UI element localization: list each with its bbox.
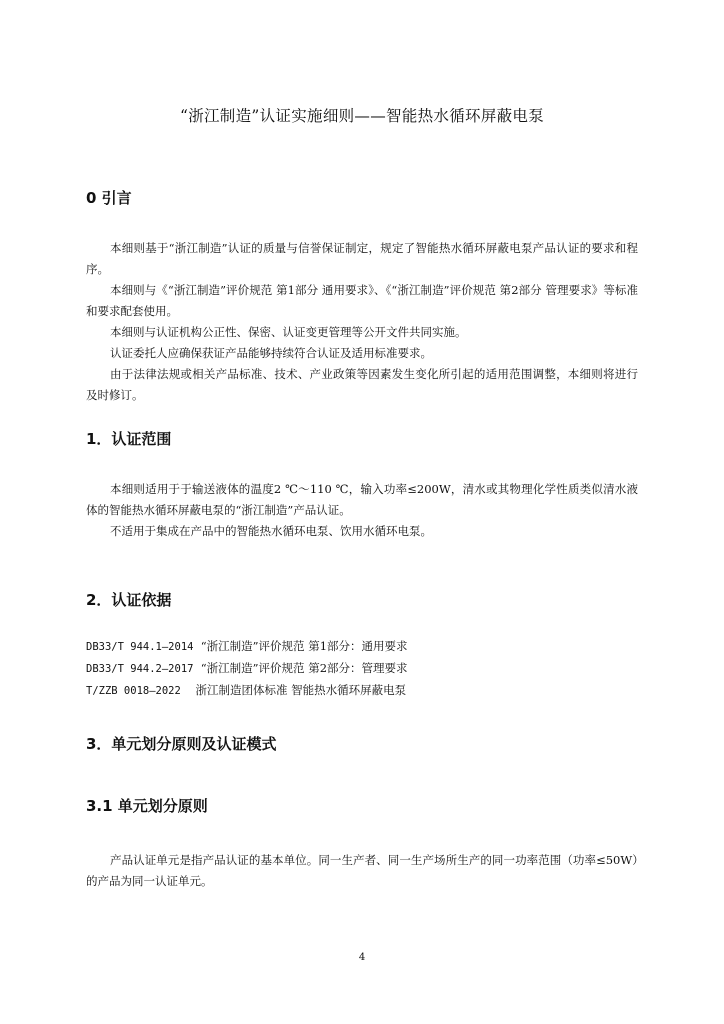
reference-title: “浙江制造”评价规范 第2部分：管理要求 xyxy=(200,661,408,675)
section-heading-basis: 2．认证依据 xyxy=(86,591,172,609)
reference-title: 浙江制造团体标准 智能热水循环屏蔽电泵 xyxy=(195,683,407,697)
reference-list xyxy=(86,636,646,702)
page-number: 4 xyxy=(358,952,366,963)
reference-title: “浙江制造”评价规范 第1部分：通用要求 xyxy=(200,639,408,653)
unit-principle-paragraph-1: 产品认证单元是指产品认证的基本单位。同一生产者、同一生产场所生产的同一功率范围（功率≤50W）的产品为同一认证单元。 xyxy=(86,853,638,888)
document-title: “浙江制造”认证实施细则——智能热水循环屏蔽电泵 xyxy=(179,107,545,125)
intro-paragraph-4: 认证委托人应确保获证产品能够持续符合认证及适用标准要求。 xyxy=(110,346,432,360)
reference-code: T/ZZB 0018—2022 xyxy=(86,685,181,697)
intro-paragraph-3: 本细则与认证机构公正性、保密、认证变更管理等公开文件共同实施。 xyxy=(110,325,467,339)
section-heading-unit-principle: 3.1 单元划分原则 xyxy=(86,797,208,815)
reference-item xyxy=(86,636,646,658)
reference-item xyxy=(86,680,646,702)
scope-paragraph-1: 本细则适用于于输送液体的温度2 ℃～110 ℃，输入功率≤200W，清水或其物理化学性质类似清水液体的智能热水循环屏蔽电泵的“浙江制造”产品认证。 xyxy=(86,482,638,517)
section-heading-scope: 1．认证范围 xyxy=(86,430,172,448)
intro-paragraph-5: 由于法律法规或相关产品标准、技术、产业政策等因素发生变化所引起的适用范围调整，本细则将进行及时修订。 xyxy=(86,367,638,402)
reference-item xyxy=(86,658,646,680)
section-heading-intro: 0 引言 xyxy=(86,189,132,207)
intro-paragraph-1: 本细则基于“浙江制造”认证的质量与信誉保证制定，规定了智能热水循环屏蔽电泵产品认证的要求和程序。 xyxy=(86,241,638,276)
section-heading-unit: 3．单元划分原则及认证模式 xyxy=(86,735,277,753)
reference-code: DB33/T 944.1—2014 xyxy=(86,641,194,653)
scope-paragraph-2: 不适用于集成在产品中的智能热水循环电泵、饮用水循环电泵。 xyxy=(110,524,432,538)
reference-code: DB33/T 944.2—2017 xyxy=(86,663,194,675)
intro-paragraph-2: 本细则与《“浙江制造”评价规范 第1部分 通用要求》、《“浙江制造”评价规范 第2部分 管理要求》等标准和要求配套使用。 xyxy=(86,283,638,318)
